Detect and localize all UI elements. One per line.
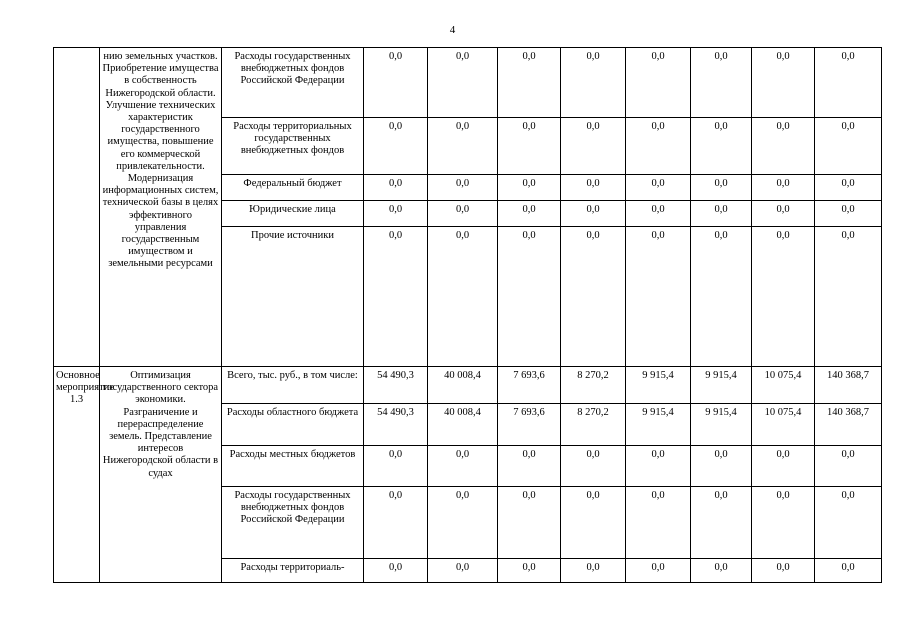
value-cell: 140 368,7 xyxy=(815,367,882,404)
source-cell: Расходы государственных внебюджетных фондов Российской Федерации xyxy=(222,487,364,559)
source-cell: Расходы местных бюджетов xyxy=(222,446,364,487)
value-cell: 0,0 xyxy=(815,559,882,583)
source-cell: Расходы территориальных государственных внебюджетных фондов xyxy=(222,118,364,175)
value-cell: 7 693,6 xyxy=(498,367,561,404)
table-row xyxy=(54,48,882,118)
value-cell: 0,0 xyxy=(626,446,691,487)
table-row xyxy=(54,367,882,404)
value-cell: 0,0 xyxy=(626,487,691,559)
value-cell: 0,0 xyxy=(752,175,815,201)
value-cell: 8 270,2 xyxy=(561,367,626,404)
value-cell: 0,0 xyxy=(364,487,428,559)
value-cell: 0,0 xyxy=(364,175,428,201)
value-cell: 0,0 xyxy=(428,446,498,487)
value-cell: 0,0 xyxy=(428,487,498,559)
value-cell: 0,0 xyxy=(626,118,691,175)
value-cell: 0,0 xyxy=(498,118,561,175)
value-cell: 0,0 xyxy=(428,118,498,175)
value-cell: 0,0 xyxy=(364,227,428,367)
value-cell: 0,0 xyxy=(626,559,691,583)
value-cell: 0,0 xyxy=(498,48,561,118)
value-cell: 10 075,4 xyxy=(752,404,815,446)
value-cell: 0,0 xyxy=(691,559,752,583)
source-cell: Расходы государственных внебюджетных фондов Российской Федерации xyxy=(222,48,364,118)
value-cell: 0,0 xyxy=(752,559,815,583)
value-cell: 54 490,3 xyxy=(364,367,428,404)
value-cell: 0,0 xyxy=(364,118,428,175)
value-cell: 140 368,7 xyxy=(815,404,882,446)
value-cell: 54 490,3 xyxy=(364,404,428,446)
value-cell: 0,0 xyxy=(815,201,882,227)
value-cell: 9 915,4 xyxy=(626,404,691,446)
value-cell: 0,0 xyxy=(364,446,428,487)
value-cell: 40 008,4 xyxy=(428,404,498,446)
source-cell: Юридические лица xyxy=(222,201,364,227)
value-cell: 0,0 xyxy=(626,201,691,227)
value-cell: 0,0 xyxy=(752,446,815,487)
value-cell: 0,0 xyxy=(561,487,626,559)
source-cell: Федеральный бюджет xyxy=(222,175,364,201)
value-cell: 0,0 xyxy=(364,48,428,118)
value-cell: 0,0 xyxy=(498,487,561,559)
value-cell: 0,0 xyxy=(561,227,626,367)
value-cell: 0,0 xyxy=(498,201,561,227)
value-cell: 0,0 xyxy=(691,227,752,367)
description-cell: Оптимизация государственного сектора экономики. Разграничение и перераспределение земель. Представление интересов Нижегородской области в судах xyxy=(100,367,222,583)
value-cell: 0,0 xyxy=(815,48,882,118)
value-cell: 0,0 xyxy=(561,175,626,201)
value-cell: 0,0 xyxy=(428,559,498,583)
value-cell: 0,0 xyxy=(626,48,691,118)
value-cell: 0,0 xyxy=(498,227,561,367)
value-cell: 0,0 xyxy=(626,175,691,201)
value-cell: 0,0 xyxy=(815,118,882,175)
description-cell: нию земельных участков. Приобретение имущества в собственность Нижегородской области. Улучшение технических характеристик государственного имущества, повышение его коммерческой привлекательности. Модернизация информационных систем, технической базы в целях эффективного управления государственным имуществом и земельными ресурсами xyxy=(100,48,222,367)
source-cell: Расходы территориаль- xyxy=(222,559,364,583)
value-cell: 0,0 xyxy=(752,201,815,227)
value-cell: 8 270,2 xyxy=(561,404,626,446)
value-cell: 0,0 xyxy=(498,175,561,201)
value-cell: 9 915,4 xyxy=(626,367,691,404)
value-cell: 9 915,4 xyxy=(691,367,752,404)
value-cell: 0,0 xyxy=(561,201,626,227)
source-cell: Всего, тыс. руб., в том числе: xyxy=(222,367,364,404)
value-cell: 0,0 xyxy=(364,559,428,583)
value-cell: 10 075,4 xyxy=(752,367,815,404)
value-cell: 0,0 xyxy=(428,201,498,227)
value-cell: 0,0 xyxy=(498,559,561,583)
source-cell: Прочие источники xyxy=(222,227,364,367)
value-cell: 0,0 xyxy=(815,446,882,487)
value-cell: 9 915,4 xyxy=(691,404,752,446)
value-cell: 0,0 xyxy=(691,48,752,118)
value-cell: 0,0 xyxy=(752,487,815,559)
value-cell: 0,0 xyxy=(815,227,882,367)
value-cell: 0,0 xyxy=(691,175,752,201)
value-cell: 0,0 xyxy=(561,118,626,175)
value-cell: 0,0 xyxy=(815,487,882,559)
value-cell: 0,0 xyxy=(561,48,626,118)
value-cell: 0,0 xyxy=(428,48,498,118)
value-cell: 0,0 xyxy=(691,487,752,559)
value-cell: 0,0 xyxy=(752,118,815,175)
value-cell: 0,0 xyxy=(691,201,752,227)
measure-cell xyxy=(54,48,100,367)
value-cell: 0,0 xyxy=(428,175,498,201)
value-cell: 0,0 xyxy=(364,201,428,227)
value-cell: 0,0 xyxy=(815,175,882,201)
source-cell: Расходы областного бюджета xyxy=(222,404,364,446)
value-cell: 0,0 xyxy=(498,446,561,487)
value-cell: 0,0 xyxy=(561,559,626,583)
measure-cell: Основное мероприятие 1.3 xyxy=(54,367,100,583)
value-cell: 0,0 xyxy=(626,227,691,367)
value-cell: 0,0 xyxy=(752,48,815,118)
value-cell: 0,0 xyxy=(428,227,498,367)
page-number: 4 xyxy=(449,24,456,36)
value-cell: 40 008,4 xyxy=(428,367,498,404)
value-cell: 0,0 xyxy=(691,446,752,487)
value-cell: 0,0 xyxy=(691,118,752,175)
budget-table xyxy=(53,47,882,583)
value-cell: 0,0 xyxy=(561,446,626,487)
value-cell: 0,0 xyxy=(752,227,815,367)
value-cell: 7 693,6 xyxy=(498,404,561,446)
